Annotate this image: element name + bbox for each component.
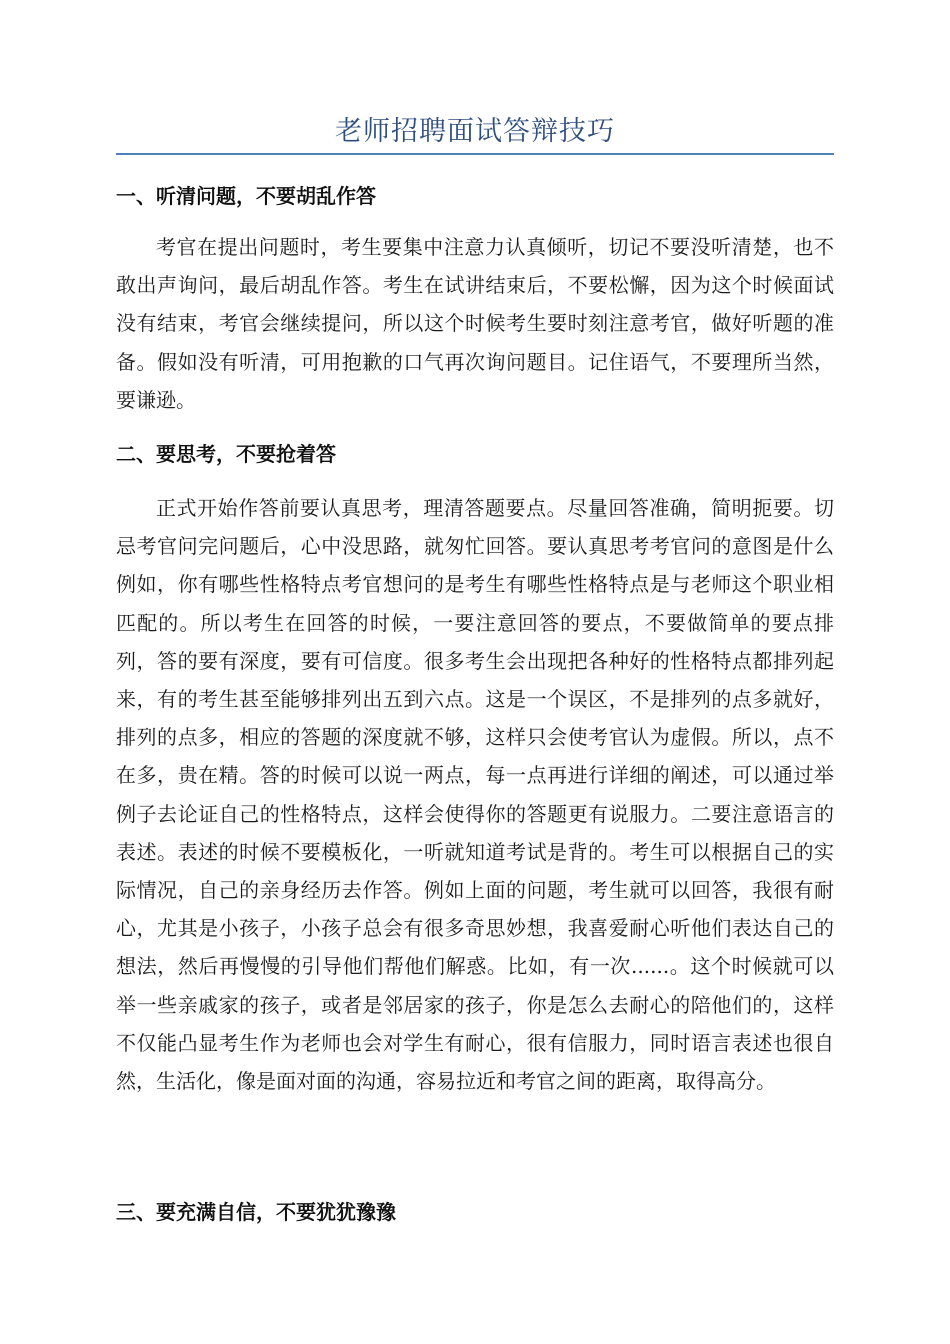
title-underline xyxy=(116,153,834,155)
section-paragraph-1: 考官在提出问题时，考生要集中注意力认真倾听，切记不要没听清楚，也不敢出声询问，最后胡乱作答。考生在试讲结束后，不要松懈，因为这个时候面试没有结束，考官会继续提问，所以这个时候考生要时刻注意考官，做好听题的准备。假如没有听清，可用抱歉的口气再次询问题目。记住语气，不要理所当然，要谦逊。 xyxy=(116,235,834,412)
section-heading-1: 一、听清问题，不要胡乱作答 xyxy=(116,184,376,208)
document-title: 老师招聘面试答辩技巧 xyxy=(335,116,615,147)
section-heading-2: 二、要思考，不要抢着答 xyxy=(116,442,336,466)
section-heading-3: 三、要充满自信，不要犹犹豫豫 xyxy=(116,1200,396,1224)
section-paragraph-2: 正式开始作答前要认真思考，理清答题要点。尽量回答准确，简明扼要。切忌考官问完问题后，心中没思路，就匆忙回答。要认真思考考官问的意图是什么例如，你有哪些性格特点考官想问的是考生有哪些性格特点是与老师这个职业相匹配的。所以考生在回答的时候，一要注意回答的要点，不要做简单的要点排列，答的要有深度，要有可信度。很多考生会出现把各种好的性格特点都排列起来，有的考生甚至能够排列出五到六点。这是一个误区，不是排列的点多就好，排列的点多，相应的答题的深度就不够，这样只会使考官认为虚假。所以，点不在多，贵在精。答的时候可以说一两点，每一点再进行详细的阐述，可以通过举例子去论证自己的性格特点，这样会使得你的答题更有说服力。二要注意语言的表述。表述的时候不要模板化，一听就知道考试是背的。考生可以根据自己的实际情况，自己的亲身经历去作答。例如上面的问题，考生就可以回答，我很有耐心，尤其是小孩子，小孩子总会有很多奇思妙想，我喜爱耐心听他们表达自己的想法，然后再慢慢的引导他们帮他们解惑。比如，有一次......。这个时候就可以举一些亲戚家的孩子，或者是邻居家的孩子，你是怎么去耐心的陪他们的，这样不仅能凸显考生作为老师也会对学生有耐心，很有信服力，同时语言表述也很自然，生活化，像是面对面的沟通，容易拉近和考官之间的距离，取得高分。 xyxy=(116,496,834,1094)
